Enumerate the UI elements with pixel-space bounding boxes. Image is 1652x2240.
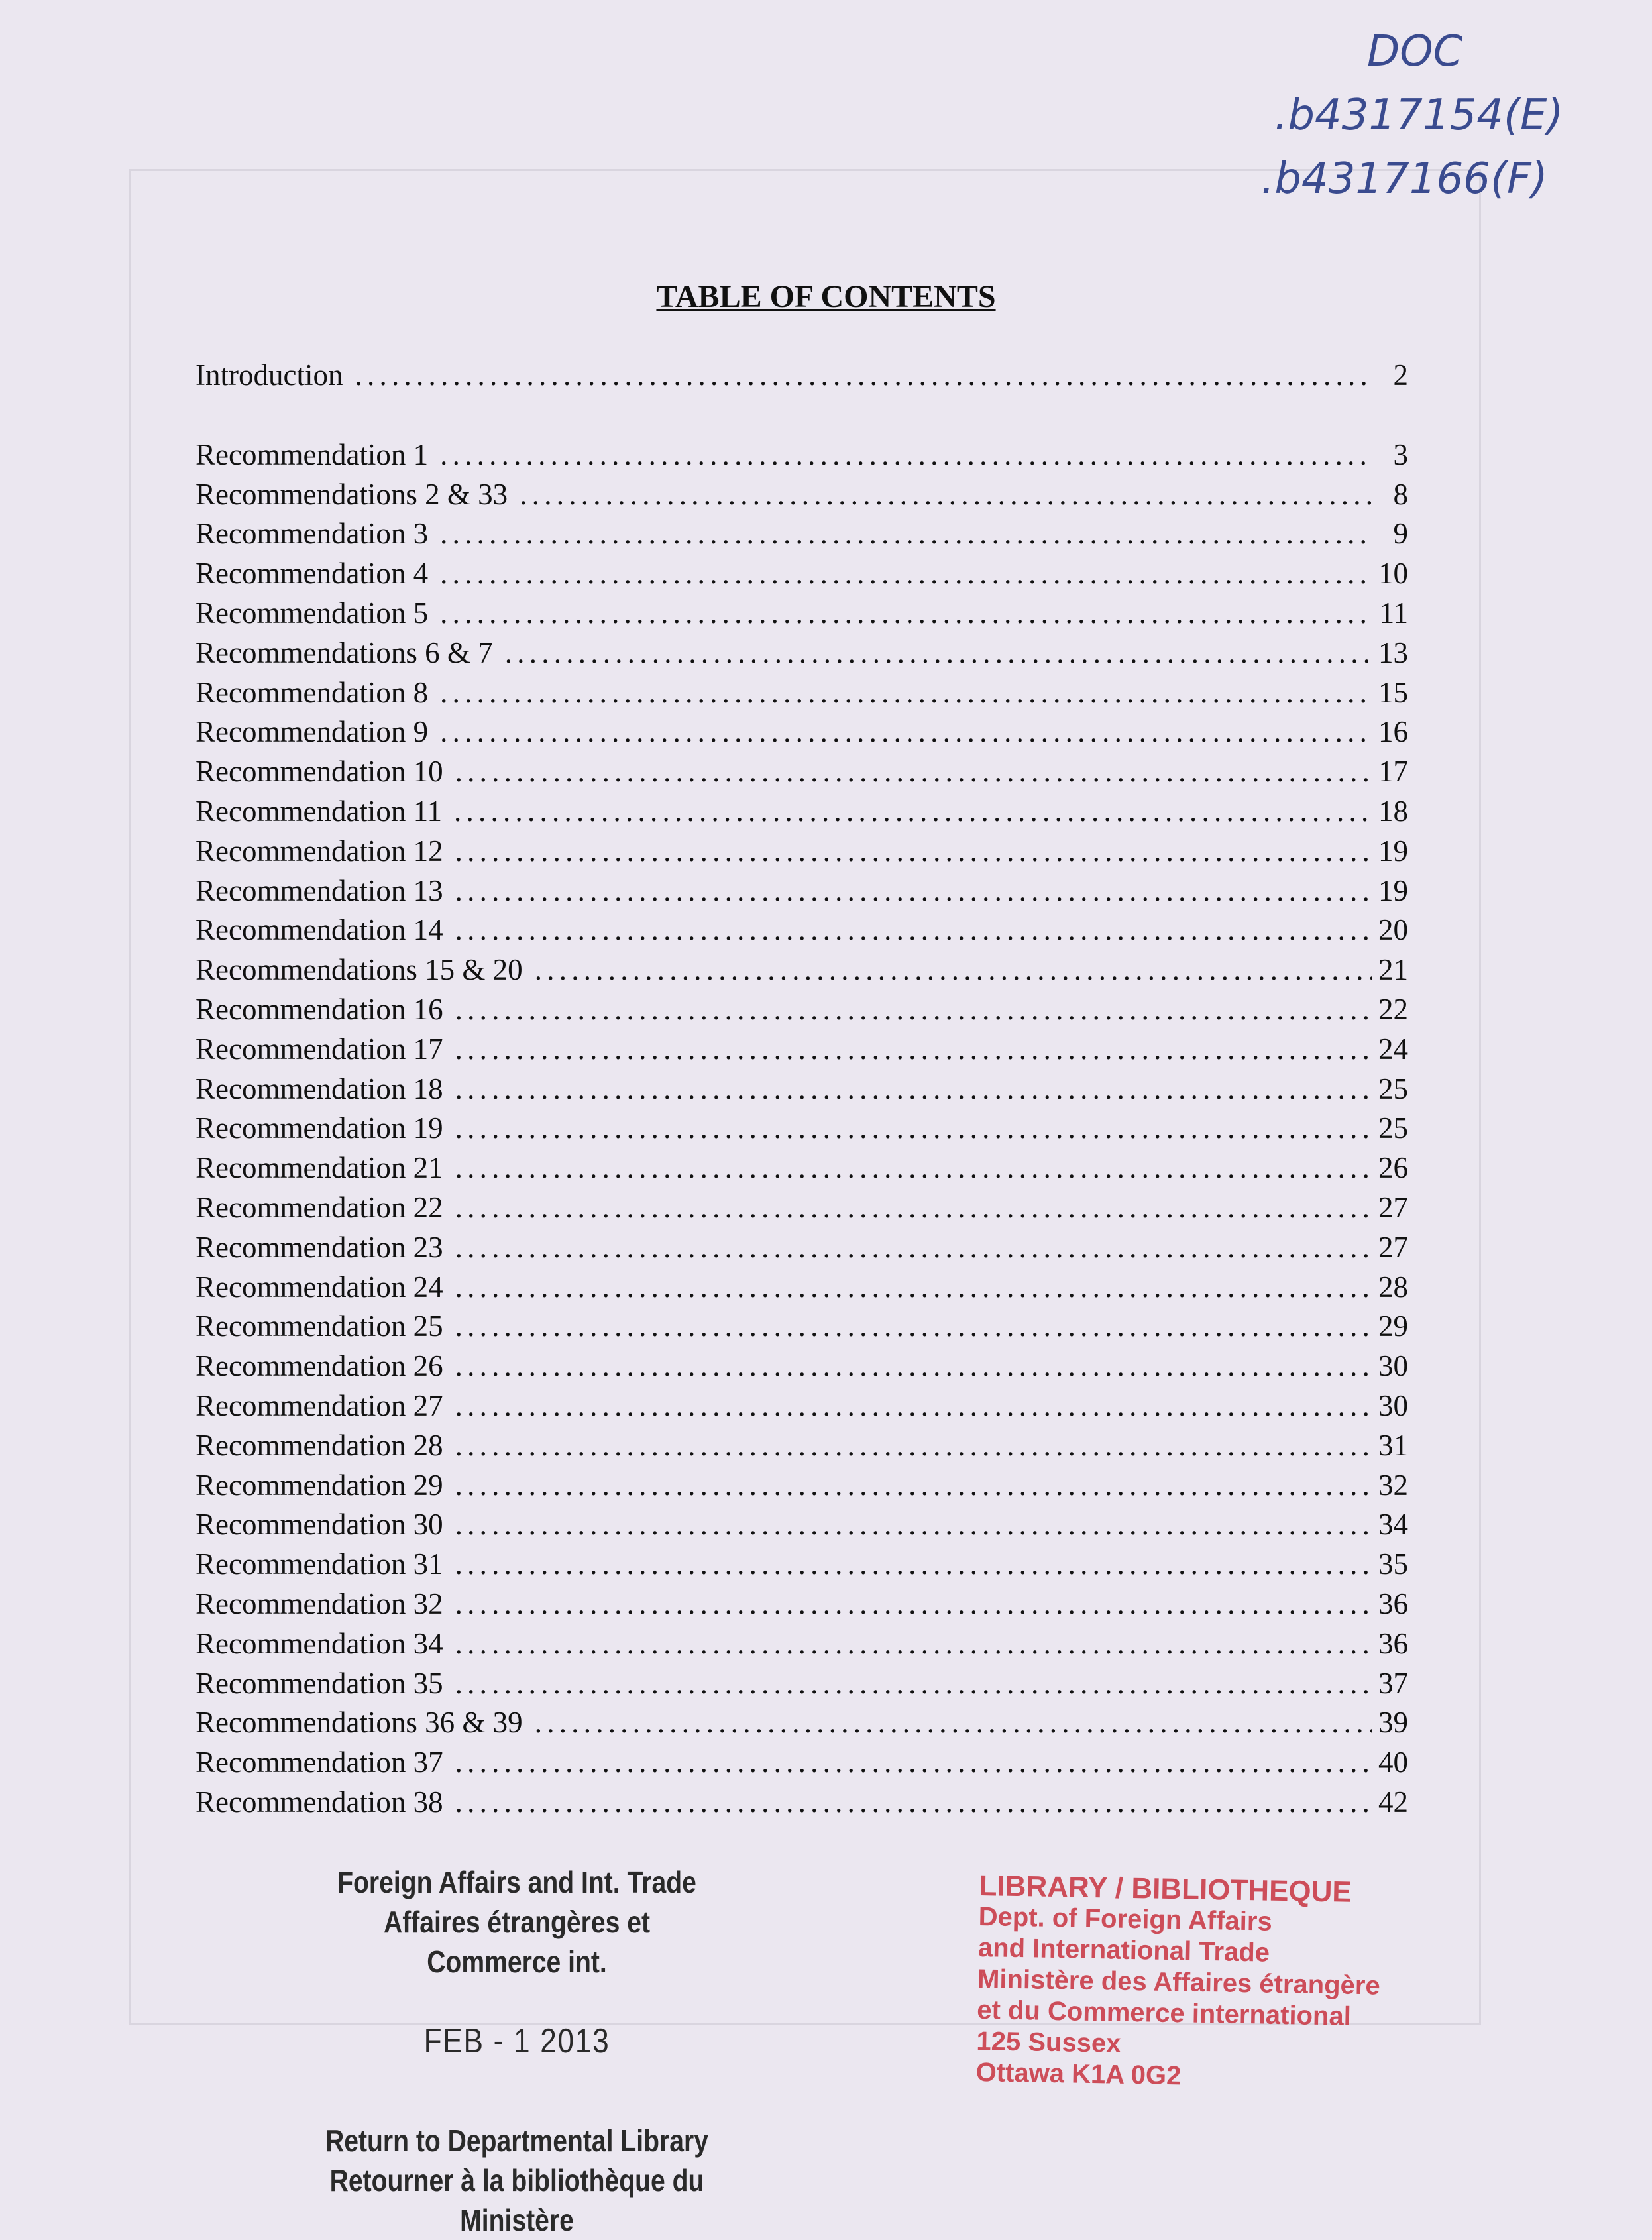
toc-entry-page: 27 <box>1378 1230 1408 1264</box>
toc-entry-label: Recommendation 21 <box>195 1151 443 1185</box>
toc-entry <box>195 1150 1408 1190</box>
toc-entry-label: Recommendation 16 <box>195 992 443 1026</box>
toc-leader-dots <box>454 794 1372 828</box>
toc-leader-dots <box>455 1547 1372 1581</box>
toc-entry-page: 29 <box>1378 1310 1408 1343</box>
toc-leader-dots <box>455 1785 1372 1819</box>
toc-entry-page: 8 <box>1393 477 1408 511</box>
toc-entry <box>195 1785 1408 1824</box>
toc-entry-label: Recommendation 24 <box>195 1270 443 1304</box>
toc-entry-page: 34 <box>1378 1508 1408 1541</box>
red-stamp-line: LIBRARY / BIBLIOTHEQUE <box>979 1870 1352 1909</box>
toc-entry-page: 37 <box>1378 1666 1408 1700</box>
toc-entry <box>195 596 1408 636</box>
toc-entry-label: Recommendation 28 <box>195 1428 443 1462</box>
red-stamp-line: Ministère des Affaires étrangère <box>977 1964 1381 2001</box>
toc-entry <box>195 675 1408 715</box>
toc-leader-dots <box>440 714 1372 749</box>
toc-entry <box>195 556 1408 596</box>
toc-leader-dots <box>455 1745 1372 1779</box>
toc-entry-label: Recommendation 12 <box>195 834 443 868</box>
toc-entry <box>195 1388 1408 1428</box>
toc-leader-dots <box>455 873 1372 908</box>
stamp-line: Foreign Affairs and Int. Trade <box>337 1865 696 1899</box>
toc-entry <box>195 1705 1408 1745</box>
toc-entry-label: Recommendation 17 <box>195 1032 443 1066</box>
toc-entry-label: Recommendations 36 & 39 <box>195 1706 523 1740</box>
handwritten-note <box>1235 20 1579 211</box>
toc-leader-dots <box>355 358 1372 392</box>
toc-entry-page: 31 <box>1378 1428 1408 1462</box>
toc-entry-label: Recommendations 6 & 7 <box>195 636 493 669</box>
toc-entry-page: 42 <box>1378 1785 1408 1819</box>
toc-entry <box>195 1626 1408 1666</box>
toc-leader-dots <box>455 834 1372 868</box>
toc-leader-dots <box>535 1705 1372 1740</box>
stamp-line: Return to Departmental Library <box>325 2123 708 2158</box>
toc-entry <box>195 1666 1408 1706</box>
toc-leader-dots <box>455 1666 1372 1701</box>
toc-leader-dots <box>455 1388 1372 1423</box>
toc-entry-label: Recommendations 15 & 20 <box>195 953 523 987</box>
toc-entry-label: Recommendation 5 <box>195 596 429 630</box>
toc-entry-page: 18 <box>1378 794 1408 828</box>
toc-entry-page: 27 <box>1378 1190 1408 1224</box>
toc-entry <box>195 1270 1408 1310</box>
toc-entry-label: Recommendation 22 <box>195 1190 443 1224</box>
library-stamp <box>314 1862 720 2240</box>
toc-entry-page: 17 <box>1378 755 1408 789</box>
toc-entry-page: 20 <box>1378 913 1408 947</box>
red-stamp-line: Dept. of Foreign Affairs <box>978 1901 1273 1936</box>
toc-entry <box>195 992 1408 1032</box>
toc-entry-label: Recommendation 23 <box>195 1230 443 1264</box>
toc-entry-label: Recommendation 11 <box>195 794 442 828</box>
toc-leader-dots <box>455 1072 1372 1106</box>
toc-leader-dots <box>455 992 1372 1027</box>
toc-entry <box>195 1032 1408 1072</box>
toc-leader-dots <box>455 1270 1372 1304</box>
toc-entry-page: 21 <box>1378 953 1408 987</box>
red-stamp-line: 125 Sussex <box>976 2026 1121 2058</box>
toc-leader-dots <box>455 1349 1372 1383</box>
toc-entry <box>195 437 1408 477</box>
toc-entry-page: 30 <box>1378 1388 1408 1422</box>
toc-entry <box>195 794 1408 834</box>
toc-entry-page: 11 <box>1379 596 1408 630</box>
toc-entry-label: Recommendation 1 <box>195 437 429 471</box>
toc-entry-page: 19 <box>1378 834 1408 868</box>
toc-entry <box>195 1507 1408 1547</box>
table-of-contents <box>195 358 1408 1824</box>
toc-entry-page: 30 <box>1378 1349 1408 1383</box>
red-stamp-line: and International Trade <box>977 1932 1270 1968</box>
toc-leader-dots <box>455 1587 1372 1621</box>
toc-entry-page: 24 <box>1378 1032 1408 1066</box>
toc-entry-page: 39 <box>1378 1706 1408 1740</box>
toc-leader-dots <box>505 636 1372 670</box>
toc-entry-page: 22 <box>1378 992 1408 1026</box>
toc-entry <box>195 1190 1408 1230</box>
toc-entry <box>195 1072 1408 1111</box>
toc-entry-label: Recommendation 19 <box>195 1111 443 1145</box>
toc-leader-dots <box>455 1150 1372 1185</box>
toc-leader-dots <box>455 1032 1372 1066</box>
toc-entry-page: 16 <box>1378 715 1408 749</box>
toc-entry <box>195 1587 1408 1626</box>
toc-entry <box>195 516 1408 556</box>
toc-entry <box>195 754 1408 794</box>
toc-entry-label: Recommendation 14 <box>195 913 443 947</box>
toc-leader-dots <box>455 754 1372 789</box>
toc-entry-label: Recommendation 18 <box>195 1072 443 1105</box>
toc-entry <box>195 1468 1408 1508</box>
toc-entry-label: Recommendation 10 <box>195 755 443 789</box>
toc-entry-page: 36 <box>1378 1626 1408 1660</box>
toc-leader-dots <box>440 596 1372 630</box>
toc-entry <box>195 952 1408 992</box>
toc-entry-page: 13 <box>1378 636 1408 669</box>
toc-entry-page: 25 <box>1378 1072 1408 1105</box>
toc-leader-dots <box>440 556 1372 590</box>
toc-entry <box>195 1230 1408 1270</box>
red-stamp-line: et du Commerce international <box>976 1995 1352 2031</box>
stamp-date: FEB - 1 2013 <box>423 2022 610 2060</box>
toc-entry-label: Recommendations 2 & 33 <box>195 477 508 511</box>
toc-leader-dots <box>520 477 1372 512</box>
toc-leader-dots <box>455 1468 1372 1502</box>
toc-entry-label: Recommendation 9 <box>195 715 429 749</box>
toc-entry-page: 10 <box>1378 557 1408 590</box>
toc-entry-page: 40 <box>1378 1746 1408 1779</box>
toc-entry <box>195 714 1408 754</box>
page-title: TABLE OF CONTENTS <box>656 279 996 314</box>
toc-entry <box>195 1309 1408 1349</box>
toc-entry-label: Recommendation 34 <box>195 1626 443 1660</box>
toc-entry-label: Recommendation 38 <box>195 1785 443 1819</box>
toc-entry-page: 25 <box>1378 1111 1408 1145</box>
toc-leader-dots <box>440 516 1372 551</box>
toc-entry-label: Recommendation 30 <box>195 1508 443 1541</box>
toc-entry-label: Recommendation 27 <box>195 1388 443 1422</box>
toc-entry-page: 36 <box>1378 1587 1408 1620</box>
toc-entry-page: 28 <box>1378 1270 1408 1304</box>
toc-leader-dots <box>455 1428 1372 1463</box>
toc-entry <box>195 1111 1408 1150</box>
handwritten-line: .b4317154(E) <box>1274 91 1564 140</box>
toc-leader-dots <box>535 952 1372 987</box>
toc-entry-label: Recommendation 3 <box>195 517 429 551</box>
toc-entry-label: Recommendation 8 <box>195 675 429 709</box>
toc-entry <box>195 1547 1408 1587</box>
toc-entry-label: Recommendation 26 <box>195 1349 443 1383</box>
toc-entry-page: 35 <box>1378 1547 1408 1581</box>
toc-leader-dots <box>455 1507 1372 1541</box>
toc-entry-label: Introduction <box>195 359 343 392</box>
toc-entry <box>195 1349 1408 1388</box>
handwritten-line: .b4317166(F) <box>1261 154 1548 203</box>
toc-entry <box>195 358 1408 398</box>
toc-leader-dots <box>455 1309 1372 1343</box>
toc-entry <box>195 834 1408 873</box>
toc-entry-label: Recommendation 31 <box>195 1547 443 1581</box>
toc-entry-page: 3 <box>1393 437 1408 471</box>
toc-entry-label: Recommendation 29 <box>195 1468 443 1502</box>
toc-entry-label: Recommendation 32 <box>195 1587 443 1620</box>
toc-entry-label: Recommendation 4 <box>195 557 429 590</box>
toc-entry-page: 32 <box>1378 1468 1408 1502</box>
toc-entry-page: 15 <box>1378 675 1408 709</box>
toc-entry <box>195 873 1408 913</box>
red-stamp-line: Ottawa K1A 0G2 <box>975 2057 1182 2091</box>
toc-entry <box>195 1745 1408 1785</box>
toc-entry <box>195 477 1408 517</box>
toc-leader-dots <box>455 1230 1372 1264</box>
toc-entry-page: 19 <box>1378 873 1408 907</box>
stamp-line: Retourner à la bibliothèque du Ministère <box>329 2163 704 2237</box>
toc-leader-dots <box>455 1111 1372 1145</box>
toc-entry-page: 9 <box>1393 517 1408 551</box>
toc-leader-dots <box>440 675 1372 710</box>
toc-leader-dots <box>455 1190 1372 1225</box>
handwritten-line: DOC <box>1367 27 1463 76</box>
toc-entry <box>195 636 1408 675</box>
toc-entry-label: Recommendation 25 <box>195 1310 443 1343</box>
toc-entry-page: 2 <box>1393 359 1408 392</box>
toc-leader-dots <box>455 1626 1372 1661</box>
toc-entry-label: Recommendation 13 <box>195 873 443 907</box>
toc-entry-page: 26 <box>1378 1151 1408 1185</box>
toc-entry <box>195 913 1408 952</box>
toc-leader-dots <box>440 437 1372 472</box>
toc-entry <box>195 1428 1408 1468</box>
toc-leader-dots <box>455 913 1372 947</box>
toc-entry-label: Recommendation 35 <box>195 1666 443 1700</box>
stamp-line: Affaires étrangères et Commerce int. <box>383 1905 651 1979</box>
toc-entry-label: Recommendation 37 <box>195 1746 443 1779</box>
red-library-stamp <box>975 1870 1443 2096</box>
